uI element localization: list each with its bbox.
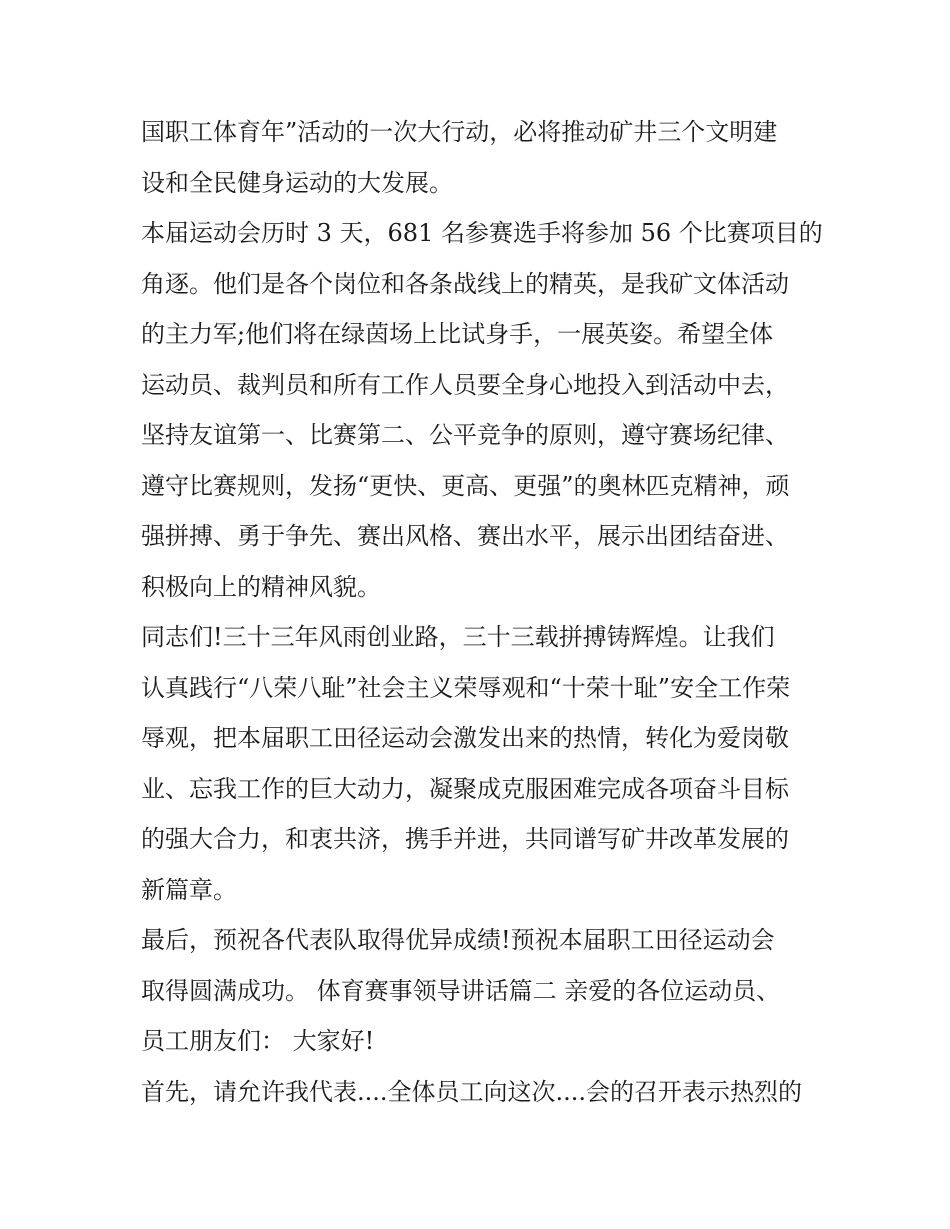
text-line: 坚持友谊第一、比赛第二、公平竞争的原则，遵守赛场纪律、 [141,421,789,449]
text-line: 积极向上的精神风貌。 [141,572,381,601]
text-line: 遵守比赛规则，发扬“更快、更高、更强”的奥林匹克精神，顽 [141,471,790,500]
paragraph-5 [141,1067,821,1118]
text-line: 辱观，把本届职工田径运动会激发出来的热情，转化为爱岗敬 [141,724,789,752]
text-line: 的主力军;他们将在绿茵场上比试身手，一展英姿。希望全体 [141,320,774,348]
text-line: 认真践行“八荣八耻”社会主义荣辱观和“十荣十耻”安全工作荣 [141,673,791,702]
text-line: 角逐。他们是各个岗位和各条战线上的精英，是我矿文体活动 [141,269,789,298]
paragraph-3 [141,612,821,915]
text-line: 运动员、裁判员和所有工作人员要全身心地投入到活动中去， [141,370,789,399]
document-body [141,107,821,1117]
text-line: 的强大合力，和衷共济，携手并进，共同谱写矿井改革发展的 [141,825,789,853]
text-line: 国职工体育年”活动的一次大行动，必将推动矿井三个文明建 [141,118,778,146]
text-line: 员工朋友们： 大家好! [141,1027,375,1055]
text-line: 最后，预祝各代表队取得优异成绩!预祝本届职工田径运动会 [141,926,775,954]
text-line: 新篇章。 [141,875,237,904]
text-line: 设和全民健身运动的大发展。 [141,168,453,197]
text-line: 首先，请允许我代表....全体员工向这次....会的召开表示热烈的 [141,1077,803,1106]
text-line: 业、忘我工作的巨大动力，凝聚成克服困难完成各项奋斗目标 [141,774,789,803]
text-line: 取得圆满成功。 体育赛事领导讲话篇二 亲爱的各位运动员、 [141,976,781,1005]
paragraph-4 [141,915,821,1067]
text-line: 同志们!三十三年风雨创业路，三十三载拼搏铸辉煌。让我们 [141,623,775,651]
text-line: 强拼搏、勇于争先、赛出风格、赛出水平，展示出团结奋进、 [141,522,789,550]
paragraph-1 [141,107,821,208]
text-line: 本届运动会历时 3 天，681 名参赛选手将参加 56 个比赛项目的 [141,219,823,247]
paragraph-2 [141,208,821,612]
